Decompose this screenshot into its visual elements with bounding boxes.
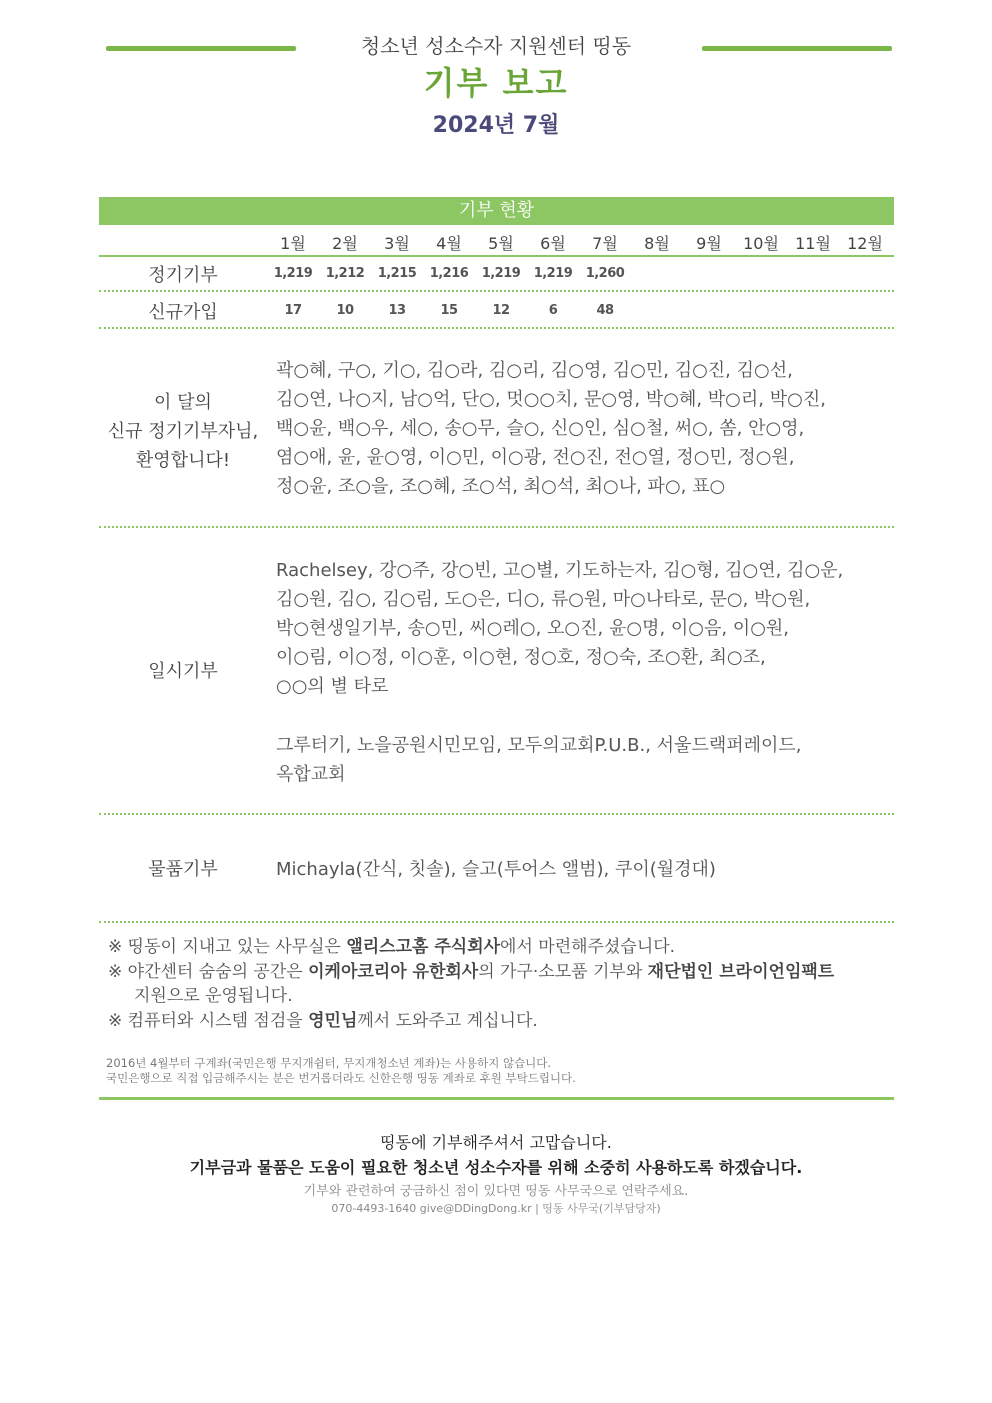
onetime-label: 일시기부	[148, 661, 218, 682]
new-count: 6	[548, 303, 558, 318]
regular-donation-row	[99, 255, 894, 291]
acknowledgement-notes	[108, 935, 888, 1033]
goods-label: 물품기부	[148, 859, 218, 880]
contact-info: 070-4493-1640 give@DDingDong.kr | 띵동 사무국(기부담당자)	[331, 1202, 661, 1215]
regular-count: 1,260	[585, 266, 625, 281]
pledge-message: 기부금과 물품은 도움이 필요한 청소년 성소수자를 위해 소중히 사용하도록 하겠습니다.	[189, 1158, 803, 1177]
org-name: 청소년 성소수자 지원센터 띵동	[360, 34, 632, 58]
month-label: 6월	[540, 234, 566, 253]
row-label: 정기기부	[148, 265, 218, 286]
note-night-center-cont: 지원으로 운영됩니다.	[134, 986, 293, 1006]
month-label: 3월	[384, 234, 410, 253]
dotted-divider	[99, 921, 894, 923]
regular-count: 1,212	[325, 266, 365, 281]
onetime-donor-list: Rachelsey, 강○주, 강○빈, 고○별, 기도하는자, 김○형, 김○연, 김○운, 김○원, 김○, 김○림, 도○은, 디○, 류○원, 마○나타로, 문○, 박○원, 박○현생일기부, 송○민, 씨○레○, 오○진, 윤○명, 이○음, 이○원, 이○림, 이○정, 이○훈, 이○현, 정○호, 정○숙, 조○환, 최○조, ○○의 별 타로	[276, 560, 844, 697]
goods-donor-list: Michayla(간식, 칫솔), 슬고(투어스 앨범), 쿠이(월경대)	[276, 859, 716, 880]
account-notice: 2016년 4월부터 구계좌(국민은행 무지개쉼터, 무지개청소년 계좌)는 사용하지 않습니다. 국민은행으로 직접 입금해주시는 분은 번거롭더라도 신한은행 띵동 계좌로 후원 부탁드립니다.	[106, 1056, 576, 1085]
report-month: 2024년 7월	[432, 113, 560, 138]
page-title: 기부 보고	[423, 64, 569, 102]
new-count: 48	[596, 303, 614, 318]
month-header-row	[99, 228, 894, 256]
status-title-bar: 기부 현황	[99, 197, 894, 225]
regular-count: 1,219	[273, 266, 313, 281]
welcome-label: 이 달의 신규 정기기부자님, 환영합니다!	[107, 392, 259, 471]
new-count: 13	[388, 303, 406, 318]
note-night-center: ※ 야간센터 숨숨의 공간은 이케아코리아 유한회사의 가구·소모품 기부와 재단법인 브라이언임팩트	[108, 961, 835, 982]
month-label: 4월	[436, 234, 462, 253]
footer-rule	[99, 1097, 894, 1100]
month-label: 11월	[795, 234, 831, 253]
dotted-divider	[99, 327, 894, 329]
dotted-divider	[99, 526, 894, 528]
regular-count: 1,215	[377, 266, 417, 281]
regular-count: 1,216	[429, 266, 469, 281]
new-count: 12	[492, 303, 510, 318]
month-label: 9월	[696, 234, 722, 253]
new-count: 17	[284, 303, 302, 318]
contact-message: 기부와 관련하여 궁금하신 점이 있다면 띵동 사무국으로 연락주세요.	[303, 1184, 689, 1199]
month-label: 1월	[280, 234, 306, 253]
month-label: 7월	[592, 234, 618, 253]
regular-count: 1,219	[481, 266, 521, 281]
month-label: 8월	[644, 234, 670, 253]
regular-count: 1,219	[533, 266, 573, 281]
thanks-message: 띵동에 기부해주셔서 고맙습니다.	[380, 1133, 612, 1152]
new-donor-list: 곽○혜, 구○, 기○, 김○라, 김○리, 김○영, 김○민, 김○진, 김○선, 김○연, 나○지, 남○억, 단○, 멋○○치, 문○영, 박○혜, 박○리, 박○진, 백○윤, 백○우, 세○, 송○무, 슬○, 신○인, 심○철, 써○, 쏨, 안○영, 염○애, 윤, 윤○영, 이○민, 이○광, 전○진, 전○열, 정○민, 정○원, 정○윤, 조○을, 조○혜, 조○석, 최○석, 최○나, 파○, 표○	[276, 360, 826, 497]
dotted-divider	[99, 813, 894, 815]
onetime-org-list: 그루터기, 노을공원시민모임, 모두의교회P.U.B., 서울드랙퍼레이드, 옥합교회	[276, 735, 802, 785]
row-label: 신규가입	[148, 302, 218, 323]
new-signup-row	[99, 292, 894, 328]
month-label: 5월	[488, 234, 514, 253]
month-label: 10월	[743, 234, 779, 253]
month-label: 2월	[332, 234, 358, 253]
new-count: 15	[440, 303, 458, 318]
note-office: ※ 띵동이 지내고 있는 사무실은 앨리스고홈 주식회사에서 마련해주셨습니다.	[108, 937, 676, 957]
note-computer: ※ 컴퓨터와 시스템 점검을 영민님께서 도와주고 계십니다.	[108, 1010, 538, 1031]
new-count: 10	[336, 303, 354, 318]
month-label: 12월	[847, 234, 883, 253]
